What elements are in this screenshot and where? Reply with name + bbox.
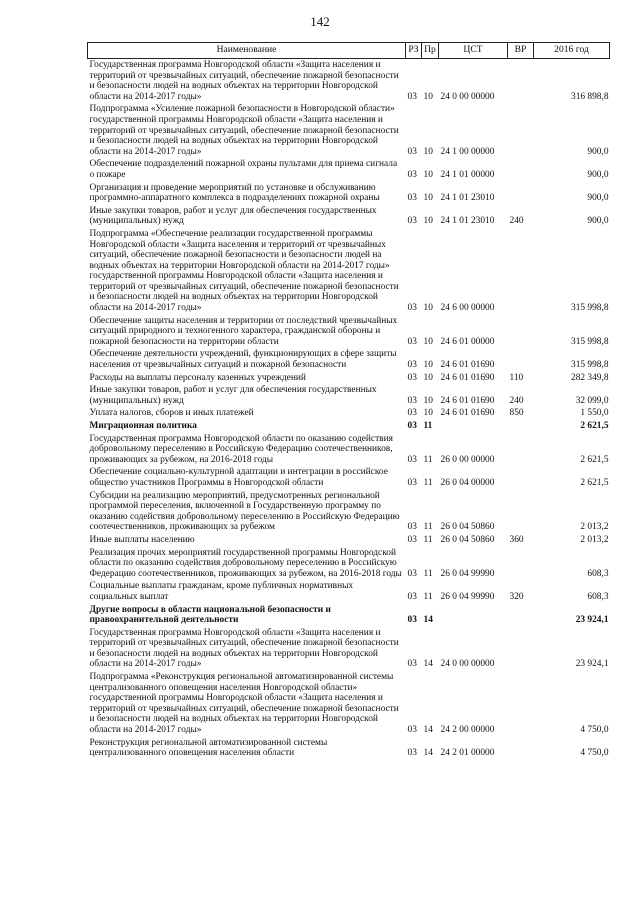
row-amount: 1 550,0 <box>580 408 609 419</box>
row-cst: 26 0 04 00000 <box>440 477 495 488</box>
row-amount: 2 621,5 <box>580 477 609 488</box>
row-pr: 11 <box>423 477 433 488</box>
row-pr: 10 <box>423 216 433 227</box>
row-vr: 850 <box>509 408 524 419</box>
row-rz: 03 <box>407 336 417 347</box>
row-name: Государственная программа Новгородской области «Защита населения и территорий от чрезвычайных ситуаций, обеспечение пожарной безопасности и безопасности людей на водных объектах на территории Новгородской области на 2014-2017 годы» <box>89 627 399 670</box>
row-vr <box>508 433 534 467</box>
row-rz: 03 <box>407 477 417 488</box>
row-name: Обеспечение социально-культурной адаптации и интеграции в российское общество участников Программы в Новгородской области <box>89 467 388 488</box>
row-amount: 32 099,0 <box>575 395 609 406</box>
header-vr: ВР <box>508 43 534 59</box>
row-vr <box>508 737 534 760</box>
row-rz: 03 <box>407 659 417 670</box>
table-row <box>88 158 610 181</box>
header-pr: Пр <box>422 43 439 59</box>
row-vr <box>508 490 534 534</box>
table-row <box>88 420 610 433</box>
row-vr <box>508 228 534 315</box>
row-pr: 11 <box>423 421 433 431</box>
row-pr: 10 <box>423 303 433 314</box>
row-cst: 24 6 01 01690 <box>440 408 495 419</box>
row-rz: 03 <box>407 91 417 102</box>
row-rz: 03 <box>407 169 417 180</box>
table-row <box>88 407 610 420</box>
page-number: 142 <box>310 14 330 29</box>
row-vr <box>508 59 534 104</box>
row-pr: 14 <box>423 725 433 736</box>
row-cst: 24 1 01 23010 <box>440 216 495 227</box>
row-rz: 03 <box>407 725 417 736</box>
row-cst: 24 2 00 00000 <box>440 725 495 736</box>
row-pr: 14 <box>423 748 433 759</box>
row-cst: 24 1 01 23010 <box>440 193 495 204</box>
row-cst: 24 6 01 00000 <box>440 336 495 347</box>
table-body <box>88 59 610 760</box>
row-cst: 26 0 04 50860 <box>440 534 495 545</box>
table-row <box>88 671 610 737</box>
row-pr: 11 <box>423 591 433 602</box>
row-name: Миграционная политика <box>89 421 197 431</box>
table-row <box>88 466 610 489</box>
row-rz: 03 <box>407 615 417 626</box>
row-name: Иные выплаты населению <box>89 534 195 545</box>
row-vr: 320 <box>509 591 524 602</box>
row-rz: 03 <box>407 748 417 759</box>
row-cst: 26 0 04 50860 <box>440 522 495 533</box>
row-cst: 24 6 01 01690 <box>440 372 495 383</box>
row-pr: 10 <box>423 372 433 383</box>
row-cst: 24 2 01 00000 <box>440 748 495 759</box>
row-cst: 26 0 04 99990 <box>440 568 495 579</box>
row-name: Подпрограмма «Усиление пожарной безопасности в Новгородской области» государственной программы Новгородской области «Защита населения и территорий от чрезвычайных ситуаций, обеспечение пожарной безопасности и безопасности людей на водных объектах на территории Новгородской области на 2014-2017 годы» <box>89 104 399 157</box>
row-vr: 110 <box>509 372 524 383</box>
row-name: Иные закупки товаров, работ и услуг для обеспечения государственных (муниципальных) нужд <box>89 385 377 406</box>
row-rz: 03 <box>407 408 417 419</box>
row-cst: 24 0 00 00000 <box>440 91 495 102</box>
row-pr: 14 <box>423 659 433 670</box>
row-rz: 03 <box>407 522 417 533</box>
row-pr: 10 <box>423 146 433 157</box>
row-pr: 11 <box>423 454 433 465</box>
row-rz: 03 <box>407 303 417 314</box>
row-name: Государственная программа Новгородской области по оказанию содействия добровольному переселению в Российскую Федерацию соотечественников, проживающих за рубежом, на 2016-2018 годы <box>89 433 393 465</box>
table-row <box>88 627 610 671</box>
table-row <box>88 59 610 104</box>
row-cst: 26 0 04 99990 <box>440 591 495 602</box>
row-rz: 03 <box>407 421 417 431</box>
row-cst: 24 1 01 00000 <box>440 169 495 180</box>
header-rz: РЗ <box>406 43 422 59</box>
row-name: Реконструкция региональной автоматизированной системы централизованного оповещения населения области <box>89 737 328 759</box>
row-amount: 2 013,2 <box>580 522 609 533</box>
row-name: Другие вопросы в области национальной безопасности и правоохранительной деятельности <box>89 604 331 626</box>
row-vr <box>508 182 534 205</box>
row-amount: 23 924,1 <box>575 659 609 670</box>
row-amount: 900,0 <box>587 193 609 204</box>
row-name: Иные закупки товаров, работ и услуг для обеспечения государственных (муниципальных) нужд <box>89 205 377 227</box>
row-name: Подпрограмма «Реконструкция региональной автоматизированной системы централизованного оповещения населения Новгородской области» государственной программы Новгородской области «Защита населения и территорий от чрезвычайных ситуаций, обеспечение пожарной безопасности и безопасности людей на водных объектах на территории Новгородской области на 2014-2017 годы» <box>89 672 399 736</box>
row-name: Расходы на выплаты персоналу казенных учреждений <box>89 372 306 383</box>
row-cst <box>439 420 508 433</box>
row-amount: 2 013,2 <box>580 534 609 545</box>
row-rz: 03 <box>407 360 417 371</box>
table-row <box>88 433 610 467</box>
row-name: Обеспечение защиты населения и территории от последствий чрезвычайных ситуаций природного и техногенного характера, гражданской обороны и пожарной безопасности на территории области <box>89 315 398 347</box>
row-amount: 23 924,1 <box>575 615 609 626</box>
row-name: Организация и проведение мероприятий по установке и обслуживанию программно-аппаратного комплекса в подразделениях пожарной охраны <box>89 182 380 204</box>
row-pr: 11 <box>423 522 433 533</box>
row-pr: 11 <box>423 534 433 545</box>
row-vr <box>508 627 534 671</box>
row-cst: 26 0 00 00000 <box>440 454 495 465</box>
row-vr <box>508 604 534 627</box>
row-rz: 03 <box>407 534 417 545</box>
header-cst: ЦСТ <box>439 43 508 59</box>
row-amount: 315 998,8 <box>571 336 609 347</box>
table-row <box>88 315 610 349</box>
row-vr <box>508 158 534 181</box>
row-name: Реализация прочих мероприятий государственной программы Новгородской области по оказанию содействия добровольному переселению в Российскую Федерацию соотечественников, проживающих за рубежом, на 2016-2018 годы <box>89 547 402 579</box>
row-vr <box>508 103 534 158</box>
row-amount: 2 621,5 <box>580 421 609 431</box>
row-pr: 10 <box>423 193 433 204</box>
row-rz: 03 <box>407 591 417 602</box>
table-row <box>88 372 610 385</box>
row-cst: 24 1 00 00000 <box>440 146 495 157</box>
row-rz: 03 <box>407 146 417 157</box>
row-pr: 10 <box>423 336 433 347</box>
row-vr <box>508 466 534 489</box>
header-name: Наименование <box>88 43 406 59</box>
row-pr: 10 <box>423 169 433 180</box>
row-amount: 2 621,5 <box>580 454 609 465</box>
row-rz: 03 <box>407 454 417 465</box>
table-header-row <box>88 43 610 59</box>
row-cst: 24 0 00 00000 <box>440 659 495 670</box>
row-name: Субсидии на реализацию мероприятий, предусмотренных региональной программой переселения, включенной в Государственную программу по оказанию содействия добровольному переселению в Российскую Федерацию соотечественников, проживающих за рубежом <box>89 490 400 533</box>
row-cst: 24 6 01 01690 <box>440 360 495 371</box>
table-row <box>88 580 610 603</box>
row-cst: 24 6 01 01690 <box>440 395 495 406</box>
table-row <box>88 103 610 158</box>
table-row <box>88 737 610 760</box>
row-amount: 4 750,0 <box>580 725 609 736</box>
table-row <box>88 604 610 627</box>
row-rz: 03 <box>407 568 417 579</box>
table-row <box>88 182 610 205</box>
row-pr: 14 <box>423 615 433 626</box>
row-vr <box>508 671 534 737</box>
row-amount: 315 998,8 <box>571 303 609 314</box>
row-name: Обеспечение деятельности учреждений, функционирующих в сфере защиты населения от чрезвычайных ситуаций и пожарной безопасности <box>89 349 397 371</box>
row-cst <box>439 604 508 627</box>
row-amount: 282 349,8 <box>571 372 609 383</box>
row-vr: 240 <box>509 395 524 406</box>
row-pr: 10 <box>423 395 433 406</box>
row-pr: 10 <box>423 360 433 371</box>
row-rz: 03 <box>407 395 417 406</box>
row-cst: 24 6 00 00000 <box>440 303 495 314</box>
table-row <box>88 348 610 371</box>
row-vr <box>508 547 534 581</box>
row-rz: 03 <box>407 216 417 227</box>
table-row <box>88 490 610 534</box>
row-amount: 900,0 <box>587 216 609 227</box>
row-amount: 900,0 <box>587 146 609 157</box>
row-vr <box>508 420 534 433</box>
row-pr: 10 <box>423 408 433 419</box>
row-amount: 4 750,0 <box>580 748 609 759</box>
table-row <box>88 384 610 407</box>
row-amount: 900,0 <box>587 169 609 180</box>
row-pr: 11 <box>423 568 433 579</box>
row-amount: 315 998,8 <box>571 360 609 371</box>
row-rz: 03 <box>407 193 417 204</box>
row-name: Уплата налогов, сборов и иных платежей <box>89 408 254 419</box>
row-vr <box>508 315 534 349</box>
row-vr <box>508 348 534 371</box>
row-amount: 608,3 <box>587 568 609 579</box>
row-amount: 608,3 <box>587 591 609 602</box>
header-year: 2016 год <box>534 43 610 59</box>
row-name: Подпрограмма «Обеспечение реализации государственной программы Новгородской области «Защита населения и территорий от чрезвычайных ситуаций, обеспечение пожарной безопасности и безопасности людей на водных объектах на территории Новгородской области на 2014-2017 годы» государственной программы Новгородской области «Защита населения и территорий от чрезвычайных ситуаций, обеспечение пожарной безопасности и безопасности людей на водных объектах на территории Новгородской области на 2014-2017 годы» <box>89 228 399 314</box>
budget-table <box>87 42 610 760</box>
table-row <box>88 547 610 581</box>
table-row <box>88 205 610 228</box>
row-name: Обеспечение подразделений пожарной охраны пультами для приема сигнала о пожаре <box>89 159 398 180</box>
row-vr: 240 <box>509 216 524 227</box>
table-row <box>88 534 610 547</box>
row-amount: 316 898,8 <box>571 91 609 102</box>
row-pr: 10 <box>423 91 433 102</box>
row-name: Государственная программа Новгородской области «Защита населения и территорий от чрезвычайных ситуаций, обеспечение пожарной безопасности и безопасности людей на водных объектах на территории Новгородской области на 2014-2017 годы» <box>89 60 399 102</box>
row-vr: 360 <box>509 534 524 545</box>
table-row <box>88 228 610 315</box>
row-name: Социальные выплаты гражданам, кроме публичных нормативных социальных выплат <box>89 581 354 602</box>
row-rz: 03 <box>407 372 417 383</box>
